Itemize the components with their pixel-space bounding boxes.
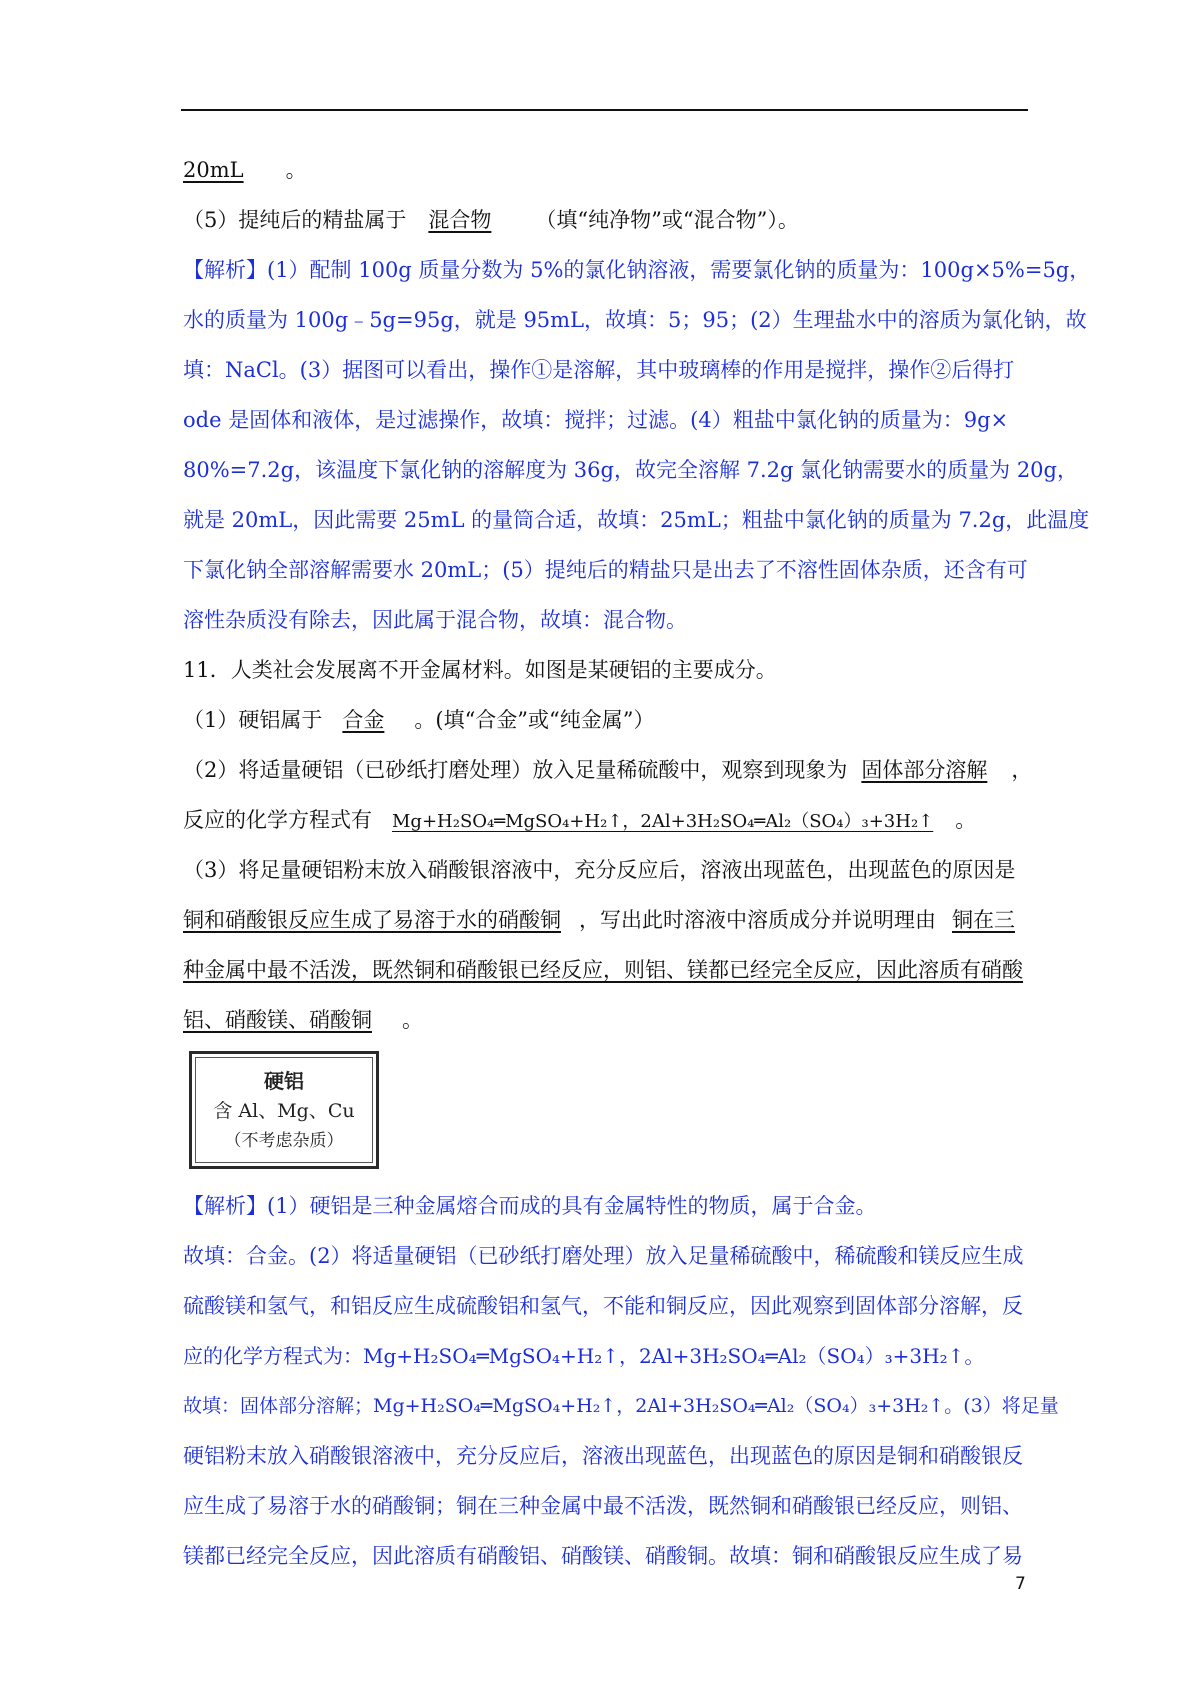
- answer-partial-dissolve: 固体部分溶解: [861, 758, 988, 782]
- q11-part1-hint: 。(填“合金”或“纯金属”）: [414, 708, 655, 732]
- explanation-line: 硬铝粉末放入硝酸银溶液中，充分反应后，溶液出现蓝色，出现蓝色的原因是铜和硝酸银反: [183, 1444, 1023, 1468]
- explanation-line: 硫酸镁和氢气，和铝反应生成硫酸铝和氢气，不能和铜反应，因此观察到固体部分溶解，反: [183, 1294, 1023, 1318]
- answer-mixture: 混合物: [428, 208, 492, 232]
- explanation-line: ode 是固体和液体，是过滤操作，故填：搅拌；过滤。(4）粗盐中氯化钠的质量为：9g×: [183, 408, 1009, 432]
- explanation-line: 【解析】(1）硬铝是三种金属熔合而成的具有金属特性的物质，属于合金。: [183, 1194, 877, 1218]
- q11-part2-equation: [183, 795, 1029, 845]
- q10-explanation: [183, 245, 1091, 645]
- q11-equation-prompt: 反应的化学方程式有: [183, 808, 372, 832]
- label-note: （不考虑杂质）: [224, 1131, 344, 1151]
- punct: ，: [1011, 758, 1033, 782]
- q11-part2-prompt: （2）将适量硬铝（已砂纸打磨处理）放入足量稀硫酸中，观察到现象为: [183, 758, 848, 782]
- q11-part1-prompt: （1）硬铝属于: [183, 708, 323, 732]
- answer-solute-reason: 种金属中最不活泼，既然铜和硝酸银已经反应，则铝、镁都已经完全反应，因此溶质有硝酸: [183, 958, 1023, 982]
- q10-part5: [183, 195, 1029, 245]
- explanation-line: 【解析】(1）配制 100g 质量分数为 5%的氯化钠溶液，需要氯化钠的质量为：100g×5%=5g，: [183, 258, 1091, 282]
- explanation-line: 溶性杂质没有除去，因此属于混合物，故填：混合物。: [183, 608, 687, 632]
- answer-blue-reason: 铜和硝酸银反应生成了易溶于水的硝酸铜: [183, 908, 561, 932]
- q11-part3-prompt: （3）将足量硬铝粉末放入硝酸银溶液中，充分反应后，溶液出现蓝色，出现蓝色的原因是: [183, 858, 1016, 882]
- q11-explanation: [183, 1181, 1059, 1581]
- explanation-line: 应的化学方程式为：Mg+H₂SO₄═MgSO₄+H₂↑，2Al+3H₂SO₄═Al₂（SO₄）₃+3H₂↑。: [183, 1344, 985, 1368]
- answer-solute-reason: 铜在三: [952, 908, 1015, 932]
- answer-alloy: 合金: [342, 708, 385, 732]
- explanation-line: 水的质量为 100g﹣5g=95g，就是 95mL，故填：5；95；(2）生理盐水中的溶质为氯化钠，故: [183, 308, 1087, 332]
- explanation-line: 就是 20mL，因此需要 25mL 的量筒合适，故填：25mL；粗盐中氯化钠的质量为 7.2g，此温度: [183, 508, 1090, 532]
- explanation-line: 故填：固体部分溶解；Mg+H₂SO₄═MgSO₄+H₂↑，2Al+3H₂SO₄═Al₂（SO₄）₃+3H₂↑。(3）将足量: [183, 1395, 1059, 1417]
- punct: 。: [955, 808, 977, 832]
- q11-part3-answer-line1: [183, 895, 1029, 945]
- explanation-line: 故填：合金。(2）将适量硬铝（已砂纸打磨处理）放入足量稀硫酸中，稀硫酸和镁反应生成: [183, 1244, 1024, 1268]
- answer-solute-reason: 铝、硝酸镁、硝酸铜: [183, 1008, 372, 1032]
- hard-aluminum-label-figure: [189, 1051, 379, 1169]
- q10-continuation: [183, 145, 1029, 195]
- q11-title: 11．人类社会发展离不开金属材料。如图是某硬铝的主要成分。: [183, 658, 777, 682]
- page-number: 7: [1015, 1574, 1026, 1594]
- answer-blank-20ml: 20mL: [183, 158, 244, 182]
- answer-equations: Mg+H₂SO₄═MgSO₄+H₂↑，2Al+3H₂SO₄═Al₂（SO₄）₃+3H₂↑: [392, 811, 934, 832]
- q11-part2: [183, 745, 1033, 795]
- explanation-line: 下氯化钠全部溶解需要水 20mL；(5）提纯后的精盐只是出去了不溶性固体杂质，还含有可: [183, 558, 1028, 582]
- q10-part5-prompt: （5）提纯后的精盐属于: [183, 208, 407, 232]
- q10-part5-hint: （填“纯净物”或“混合物”）。: [535, 208, 799, 232]
- page-content: [183, 145, 1091, 1581]
- explanation-line: 80%=7.2g，该温度下氯化钠的溶解度为 36g，故完全溶解 7.2g 氯化钠需要水的质量为 20g，: [183, 458, 1078, 482]
- header-rule: [181, 109, 1028, 111]
- q11-part3-answer-line3: [183, 995, 1029, 1045]
- q11-part1: [183, 695, 1029, 745]
- explanation-line: 填：NaCl。(3）据图可以看出，操作①是溶解，其中玻璃棒的作用是搅拌，操作②后得打: [183, 358, 1015, 382]
- q11-part3-answer-line2: [183, 945, 1029, 995]
- punct: 。: [402, 1008, 423, 1032]
- explanation-line: 应生成了易溶于水的硝酸铜；铜在三种金属中最不活泼，既然铜和硝酸银已经反应，则铝、: [183, 1494, 1023, 1518]
- label-title: 硬铝: [264, 1069, 304, 1093]
- explanation-line: 镁都已经完全反应，因此溶质有硝酸铝、硝酸镁、硝酸铜。故填：铜和硝酸银反应生成了易: [183, 1544, 1023, 1568]
- punct: 。: [285, 158, 307, 182]
- label-content: 含 Al、Mg、Cu: [213, 1100, 355, 1122]
- q11-part3-followup: ，写出此时溶液中溶质成分并说明理由: [579, 908, 936, 932]
